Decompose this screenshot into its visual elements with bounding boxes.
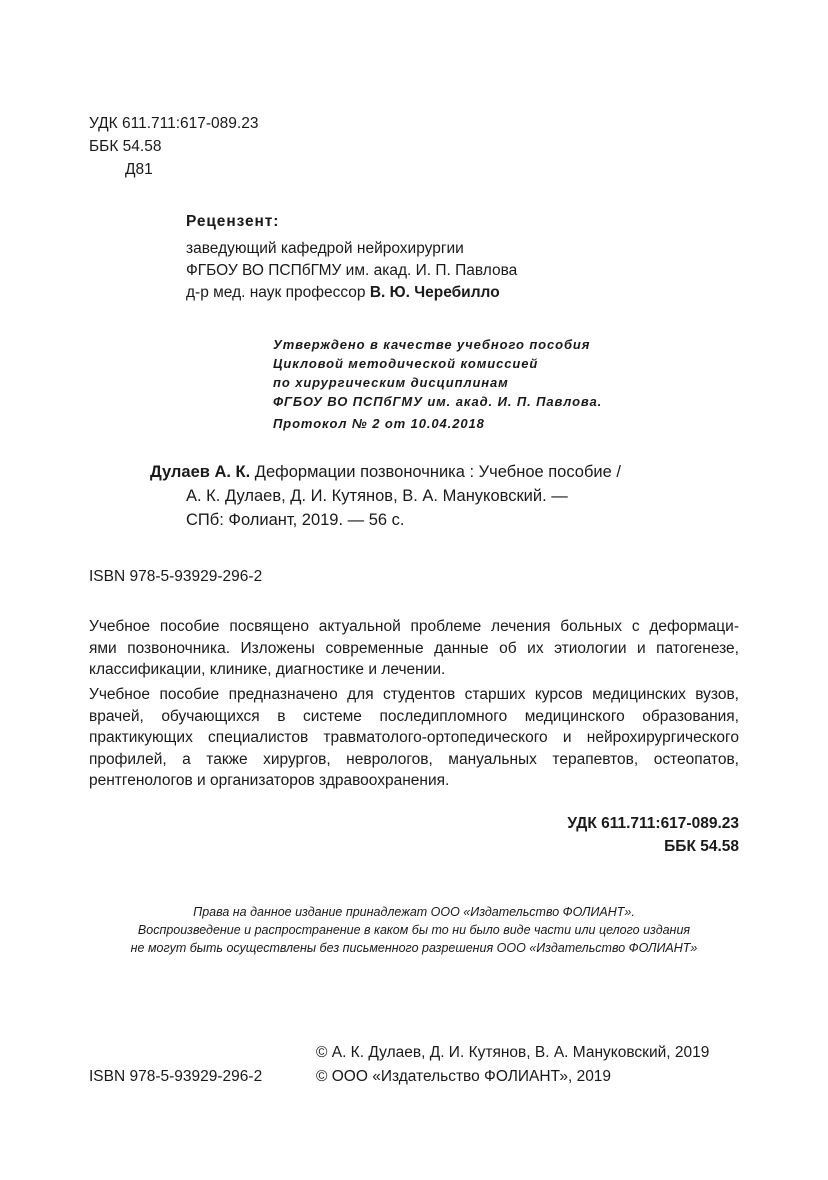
abstract-p1-line: классификации, клинике, диагностике и лечении.	[89, 661, 446, 678]
rights-line-2: Воспроизведение и распространение в каком бы то ни было виде части или целого издания	[137, 923, 691, 937]
reviewer-degree-prefix: д-р мед. наук профессор	[186, 284, 366, 301]
abstract-p2-line: Учебное пособие предназначено для студентов старших курсов медицинских вузов,	[89, 686, 739, 703]
udk-code: УДК 611.711:617-089.23	[89, 115, 259, 132]
udk-code-bold: УДК 611.711:617-089.23	[567, 815, 739, 832]
approval-line-2: Цикловой методической комиссией	[273, 356, 539, 371]
rights-line-1: Права на данное издание принадлежат ООО «Издательство ФОЛИАНТ».	[193, 905, 635, 919]
reviewer-degree	[186, 282, 500, 304]
isbn-bottom: ISBN 978-5-93929-296-2	[89, 1068, 263, 1085]
abstract-p2-line: профилей, а также хирургов, неврологов, мануальных терапевтов, остеопатов,	[89, 750, 739, 768]
reviewer-heading: Рецензент:	[186, 213, 280, 230]
abstract-p2-line: врачей, обучающихся в системе последипломного медицинского образования,	[89, 707, 739, 725]
rights-line-3: не могут быть осуществлены без письменного разрешения ООО «Издательство ФОЛИАНТ»	[130, 941, 698, 955]
citation-title: Деформации позвоночника : Учебное пособие /	[250, 463, 621, 481]
isbn-top: ISBN 978-5-93929-296-2	[89, 568, 263, 585]
citation-line-2: А. К. Дулаев, Д. И. Кутянов, В. А. Мануковский. —	[186, 487, 568, 505]
abstract-paragraph-1	[89, 616, 739, 681]
abstract-p1-line: ями позвоночника. Изложены современные данные об их этиологии и патогенезе,	[89, 639, 739, 657]
abstract-p2-line: практикующих специалистов травматолого-ортопедического и нейрохирургического	[89, 729, 739, 746]
abstract-paragraph-2	[89, 684, 739, 792]
copyright-authors: © А. К. Дулаев, Д. И. Кутянов, В. А. Мануковский, 2019	[316, 1044, 710, 1061]
abstract-p1-line: Учебное пособие посвящено актуальной проблеме лечения больных с деформаци-	[89, 618, 739, 635]
approval-line-4: ФГБОУ ВО ПСПбГМУ им. акад. И. П. Павлова.	[273, 394, 603, 409]
reviewer-institution: ФГБОУ ВО ПСПбГМУ им. акад. И. П. Павлова	[186, 262, 518, 279]
reviewer-position: заведующий кафедрой нейрохирургии	[186, 240, 464, 257]
bbk-code-bold: ББК 54.58	[664, 838, 739, 855]
citation-line-3: СПб: Фолиант, 2019. — 56 с.	[186, 511, 405, 529]
citation-author: Дулаев А. К.	[150, 463, 251, 481]
abstract-p2-line: рентгенологов и организаторов здравоохранения.	[89, 772, 450, 789]
approval-line-3: по хирургическим дисциплинам	[273, 375, 509, 390]
reviewer-name: В. Ю. Черебилло	[369, 284, 500, 301]
copyright-publisher: © ООО «Издательство ФОЛИАНТ», 2019	[316, 1068, 612, 1085]
citation-line-1	[150, 460, 621, 484]
author-mark: Д81	[125, 161, 153, 178]
approval-line-1: Утверждено в качестве учебного пособия	[273, 337, 591, 352]
approval-protocol: Протокол № 2 от 10.04.2018	[273, 416, 485, 431]
bbk-code: ББК 54.58	[89, 138, 162, 155]
